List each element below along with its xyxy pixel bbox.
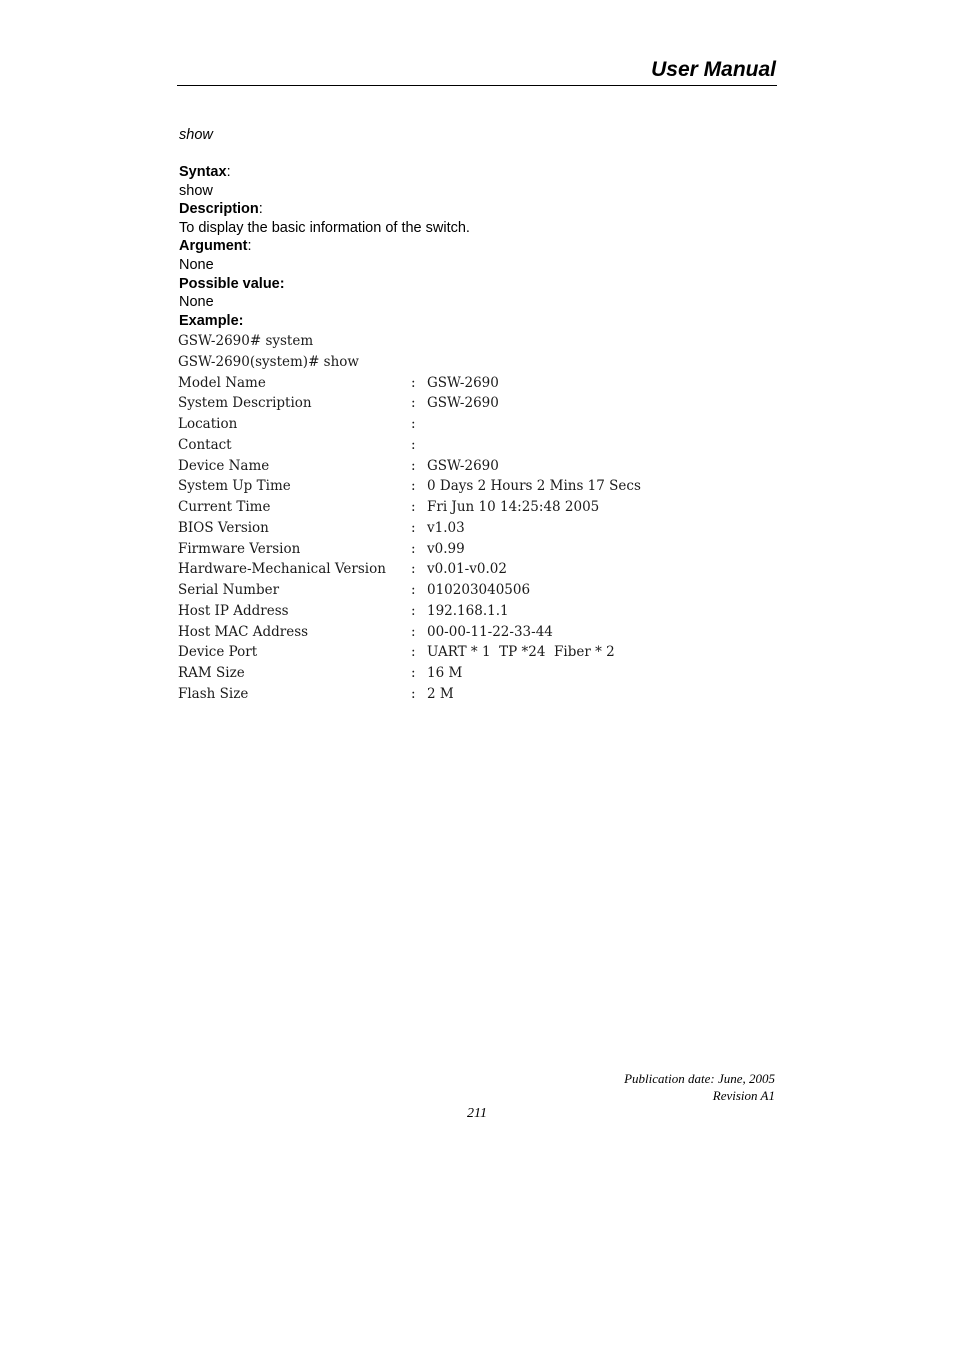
output-separator: : — [411, 499, 416, 515]
output-key: System Up Time — [178, 478, 291, 495]
output-value: GSW-2690 — [427, 374, 499, 391]
example-label: Example: — [179, 312, 244, 329]
output-separator: : — [411, 457, 416, 474]
output-separator: : — [411, 602, 416, 619]
command-title: show — [179, 127, 213, 143]
example-output-row — [178, 476, 778, 497]
output-key: Contact — [178, 436, 232, 453]
example-command: GSW-2690(system)# show — [178, 353, 359, 370]
output-separator: : — [411, 561, 416, 578]
output-value: 00-00-11-22-33-44 — [427, 623, 553, 640]
example-output-row — [178, 497, 778, 518]
example-command: GSW-2690# system — [178, 333, 314, 349]
page-header-title: User Manual — [651, 58, 776, 81]
command-sections — [179, 163, 739, 330]
example-output-row — [178, 456, 778, 477]
example-output-row — [178, 393, 778, 414]
example-output-row — [178, 373, 778, 394]
argument-value: None — [179, 256, 214, 273]
header-rule — [177, 85, 777, 86]
example-output-row — [178, 559, 778, 580]
output-separator: : — [411, 416, 416, 432]
output-key: System Description — [178, 395, 312, 412]
output-key: Current Time — [178, 499, 271, 515]
output-key: Location — [178, 416, 238, 432]
output-separator: : — [411, 436, 416, 453]
example-heading — [179, 312, 739, 331]
possible-value-heading — [179, 275, 739, 294]
description-label: Description — [179, 201, 259, 218]
example-output-row — [178, 663, 778, 684]
argument-label: Argument — [179, 238, 248, 255]
example-output-row — [178, 518, 778, 539]
possible-value-value: None — [179, 294, 214, 311]
output-key: Model Name — [178, 374, 266, 391]
example-output-row — [178, 435, 778, 456]
output-separator: : — [411, 395, 416, 412]
output-separator: : — [411, 685, 416, 702]
output-key: Host IP Address — [178, 602, 289, 619]
example-output-row — [178, 684, 778, 705]
page-number: 211 — [467, 1106, 487, 1121]
output-separator: : — [411, 478, 416, 495]
output-value: 010203040506 — [427, 582, 531, 598]
output-separator: : — [411, 540, 416, 557]
footer-publication-info — [624, 1071, 775, 1104]
example-output-row — [178, 580, 778, 601]
revision: Revision A1 — [712, 1087, 775, 1103]
output-value: 16 M — [427, 665, 463, 681]
possible-value-label: Possible value: — [179, 275, 285, 292]
output-value: 2 M — [427, 685, 454, 702]
output-separator: : — [411, 582, 416, 598]
example-output-row — [178, 539, 778, 560]
output-value: v0.01-v0.02 — [427, 561, 507, 578]
syntax-label: Syntax — [179, 164, 227, 180]
example-output-row — [178, 642, 778, 663]
example-code-block — [178, 331, 778, 705]
syntax-value: show — [179, 182, 213, 199]
output-key: Device Name — [178, 457, 270, 474]
output-separator: : — [411, 623, 416, 640]
syntax-heading: Syntax: — [179, 164, 231, 180]
description-heading: Description: — [179, 201, 263, 218]
output-key: Flash Size — [178, 685, 249, 702]
output-value: GSW-2690 — [427, 395, 499, 412]
output-separator: : — [411, 374, 416, 391]
output-key: Host MAC Address — [178, 623, 309, 640]
argument-heading: Argument: — [179, 238, 252, 255]
output-separator: : — [411, 519, 416, 536]
output-value: GSW-2690 — [427, 457, 499, 474]
output-value: UART * 1 TP *24 Fiber * 2 — [427, 644, 615, 661]
description-value: To display the basic information of the switch. — [179, 219, 470, 236]
output-key: Serial Number — [178, 582, 280, 598]
publication-date: Publication date: June, 2005 — [624, 1071, 775, 1086]
output-key: Firmware Version — [178, 540, 301, 557]
example-output-row — [178, 601, 778, 622]
output-separator: : — [411, 665, 416, 681]
output-key: Device Port — [178, 644, 258, 661]
output-value: v0.99 — [427, 540, 465, 557]
example-output-row — [178, 414, 778, 435]
output-value: v1.03 — [427, 519, 465, 536]
output-value: Fri Jun 10 14:25:48 2005 — [427, 499, 600, 515]
output-value: 192.168.1.1 — [427, 602, 509, 619]
output-separator: : — [411, 644, 416, 661]
output-key: BIOS Version — [178, 519, 269, 536]
output-value: 0 Days 2 Hours 2 Mins 17 Secs — [427, 478, 641, 495]
example-output-row — [178, 622, 778, 643]
output-key: Hardware-Mechanical Version — [178, 561, 386, 578]
output-key: RAM Size — [178, 665, 245, 681]
